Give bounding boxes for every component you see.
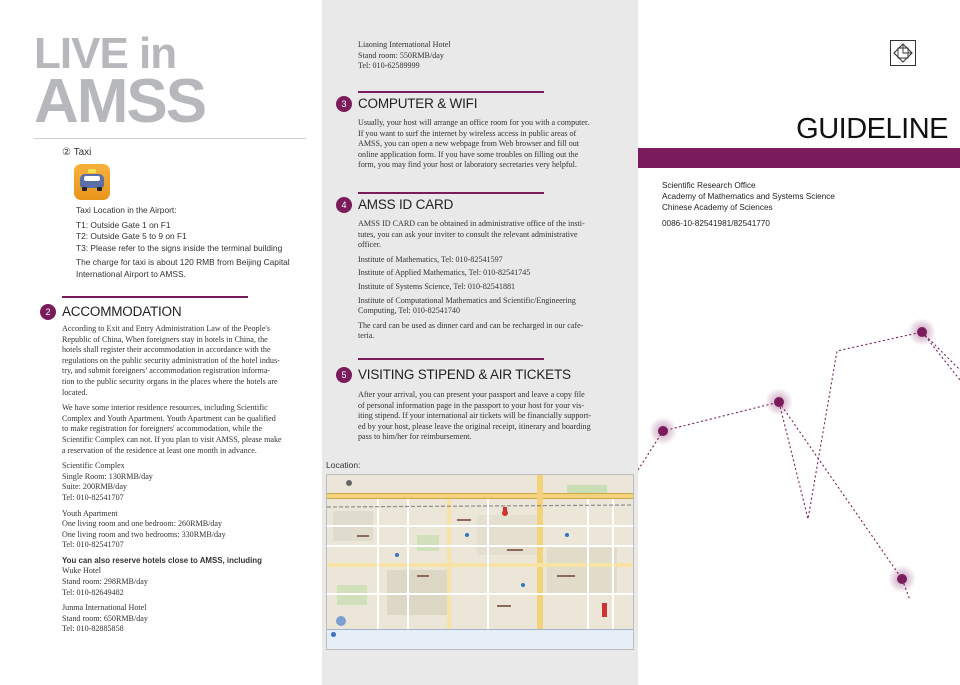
liaoning-hotel-info (358, 40, 628, 72)
section-3-title: COMPUTER & WIFI (358, 96, 478, 111)
stipend-line: pass to him/her for reimbursement. (358, 432, 472, 442)
computer-wifi-body (358, 118, 624, 171)
stipend-line: of personal information page in the passport to your host for your vis- (358, 400, 585, 410)
youth-apartment-info (62, 509, 318, 551)
taxi-car-shape (80, 174, 104, 188)
taxi-wheel-right (97, 187, 102, 191)
junma-line: Junma International Hotel (62, 603, 147, 613)
taxi-charge-line2: International Airport to AMSS. (76, 268, 186, 279)
taxi-t3: T3: Please refer to the signs inside the terminal building (76, 242, 283, 253)
section-3-number: 3 (336, 96, 352, 112)
complex-line: Suite: 200RMB/day (62, 482, 127, 492)
card-note (358, 321, 624, 342)
section-2-rule (62, 296, 248, 298)
right-panel (638, 0, 960, 685)
junma-line: Stand room: 650RMB/day (62, 613, 148, 623)
logo-graphic (891, 41, 915, 65)
stipend-line: iting stipend. If your international air tickets will be financially support- (358, 411, 592, 421)
guideline-title: GUIDELINE (796, 113, 948, 145)
id-card-body (358, 219, 624, 346)
wifi-line: AMSS, you can open a new webpage from Web browser and fill out (358, 139, 580, 149)
wifi-line: online application form. If you have some troubles on filling out the (358, 149, 579, 159)
para-line: hotels shall register their accommodation in accordance with the (62, 345, 271, 355)
wifi-line: form, you may find your host or laboratory secretaries very helpful. (358, 160, 577, 170)
section-5-number: 5 (336, 367, 352, 383)
youth-line: Youth Apartment (62, 508, 118, 518)
taxi-location-title: Taxi Location in the Airport: (76, 205, 177, 215)
complex-line: Tel: 010-82541707 (62, 492, 124, 502)
para-line: try, and submit foreigners’ accommodation registration informa- (62, 366, 271, 376)
office-line: Scientific Research Office (662, 181, 756, 190)
institutes-list (358, 255, 624, 317)
live-in-text: LIVE in (34, 29, 177, 78)
taxi-heading: ② Taxi (62, 147, 92, 158)
location-map[interactable] (326, 474, 634, 650)
junma-line: Tel: 010-82885858 (62, 624, 124, 634)
para-line: Scientific Complex can not. If you plan to visit AMSS, please make (62, 434, 282, 444)
institute-line: Computing, Tel: 010-82541740 (358, 306, 461, 316)
scientific-complex-info (62, 461, 318, 503)
middle-panel (322, 0, 638, 685)
stipend-line: ed by your host, please leave the original receipt, itinerary and boarding (358, 421, 591, 431)
office-contact: 0086-10-82541981/82541770 (662, 219, 770, 228)
para-line: tion to the public security organs in the places where the hotels are (62, 376, 278, 386)
office-line: Chinese Academy of Sciences (662, 203, 773, 212)
junma-hotel-info (62, 603, 318, 635)
title-divider (34, 138, 306, 139)
section-2-number: 2 (40, 304, 56, 320)
complex-line: Single Room: 130RMB/day (62, 471, 153, 481)
accommodation-para1 (62, 324, 318, 398)
live-in-amss-title (34, 29, 206, 136)
para-line: We have some interior residence resources, including Scientific (62, 403, 268, 413)
taxi-wheel-left (82, 187, 87, 191)
taxi-t2: T2: Outside Gate 5 to 9 on F1 (76, 231, 187, 242)
complex-line: Scientific Complex (62, 461, 125, 471)
youth-line: Tel: 010-82541707 (62, 540, 124, 550)
liaoning-line: Tel: 010-62589999 (358, 61, 420, 71)
para-line: Republic of China, When foreigners stay in hotels in China, the (62, 334, 268, 344)
amss-text: AMSS (34, 66, 206, 136)
left-panel (0, 0, 322, 685)
intro-line: tutes, you can ask your inviter to consult the relevant administrative (358, 229, 578, 239)
stipend-line: After your arrival, you can present your passport and leave a copy file (358, 390, 585, 399)
section-3-rule (358, 91, 544, 93)
wuke-line: Tel: 010-82649482 (62, 587, 124, 597)
liaoning-line: Stand room: 550RMB/day (358, 50, 444, 60)
location-label: Location: (326, 460, 361, 470)
guideline-accent-bar (638, 148, 960, 168)
section-5-title: VISITING STIPEND & AIR TICKETS (358, 367, 571, 382)
para-line: Complex and Youth Apartment. Youth Apartment can be qualified (62, 413, 276, 423)
section-5-rule (358, 358, 544, 360)
institute-line: Institute of Mathematics, Tel: 010-82541597 (358, 254, 503, 264)
wuke-line: Wuke Hotel (62, 566, 102, 576)
map-graphic (327, 475, 634, 631)
taxi-app-icon (74, 164, 110, 200)
youth-line: One living room and one bedroom: 260RMB/day (62, 519, 223, 529)
wifi-line: Usually, your host will arrange an office room for you with a computer. (358, 118, 590, 127)
taxi-charge-line1: The charge for taxi is about 120 RMB from Beijing Capital (76, 257, 290, 268)
map-status-bar (327, 629, 633, 649)
amss-logo-icon (890, 40, 916, 66)
institute-line: Institute of Computational Mathematics and Scientific/Engineering (358, 295, 576, 305)
card-note-line: The card can be used as dinner card and can be recharged in our cafe- (358, 320, 584, 330)
wuke-hotel-info (62, 566, 318, 598)
taxi-info (76, 205, 316, 281)
para-line: a reservation of the residence at least one month in advance. (62, 445, 257, 455)
intro-line: AMSS ID CARD can be obtained in administrative office of the insti- (358, 219, 585, 228)
wuke-line: Stand room: 298RMB/day (62, 577, 148, 587)
institute-line: Institute of Applied Mathematics, Tel: 010-82541745 (358, 268, 531, 278)
map-pin-icon (331, 632, 336, 637)
para-line: located. (62, 387, 88, 397)
section-4-title: AMSS ID CARD (358, 197, 454, 212)
reserve-note: You can also reserve hotels close to AMSS, including (62, 555, 262, 565)
constellation-decoration (638, 300, 960, 600)
card-note-line: teria. (358, 331, 375, 341)
office-info (662, 180, 835, 229)
youth-line: One living room and two bedrooms: 330RMB/day (62, 529, 226, 539)
accommodation-para2 (62, 403, 318, 456)
id-card-intro (358, 219, 624, 251)
accommodation-body (62, 324, 318, 640)
taxi-roof-sign (88, 169, 96, 173)
section-2-title: ACCOMMODATION (62, 304, 182, 319)
institute-line: Institute of Systems Science, Tel: 010-82541881 (358, 281, 516, 291)
office-line: Academy of Mathematics and Systems Science (662, 192, 835, 201)
para-line: regulations on the public security administration of the hotel indus- (62, 355, 280, 365)
para-line: to make registration for foreigners' accommodation, while the (62, 424, 263, 434)
liaoning-line: Liaoning International Hotel (358, 40, 451, 49)
para-line: According to Exit and Entry Administration Law of the People's (62, 324, 271, 333)
wifi-line: If you want to surf the internet by wireless access in public areas of (358, 128, 577, 138)
stipend-body (358, 390, 628, 443)
section-4-number: 4 (336, 197, 352, 213)
taxi-t1: T1: Outside Gate 1 on F1 (76, 219, 171, 230)
section-4-rule (358, 192, 544, 194)
intro-line: officer. (358, 240, 381, 250)
